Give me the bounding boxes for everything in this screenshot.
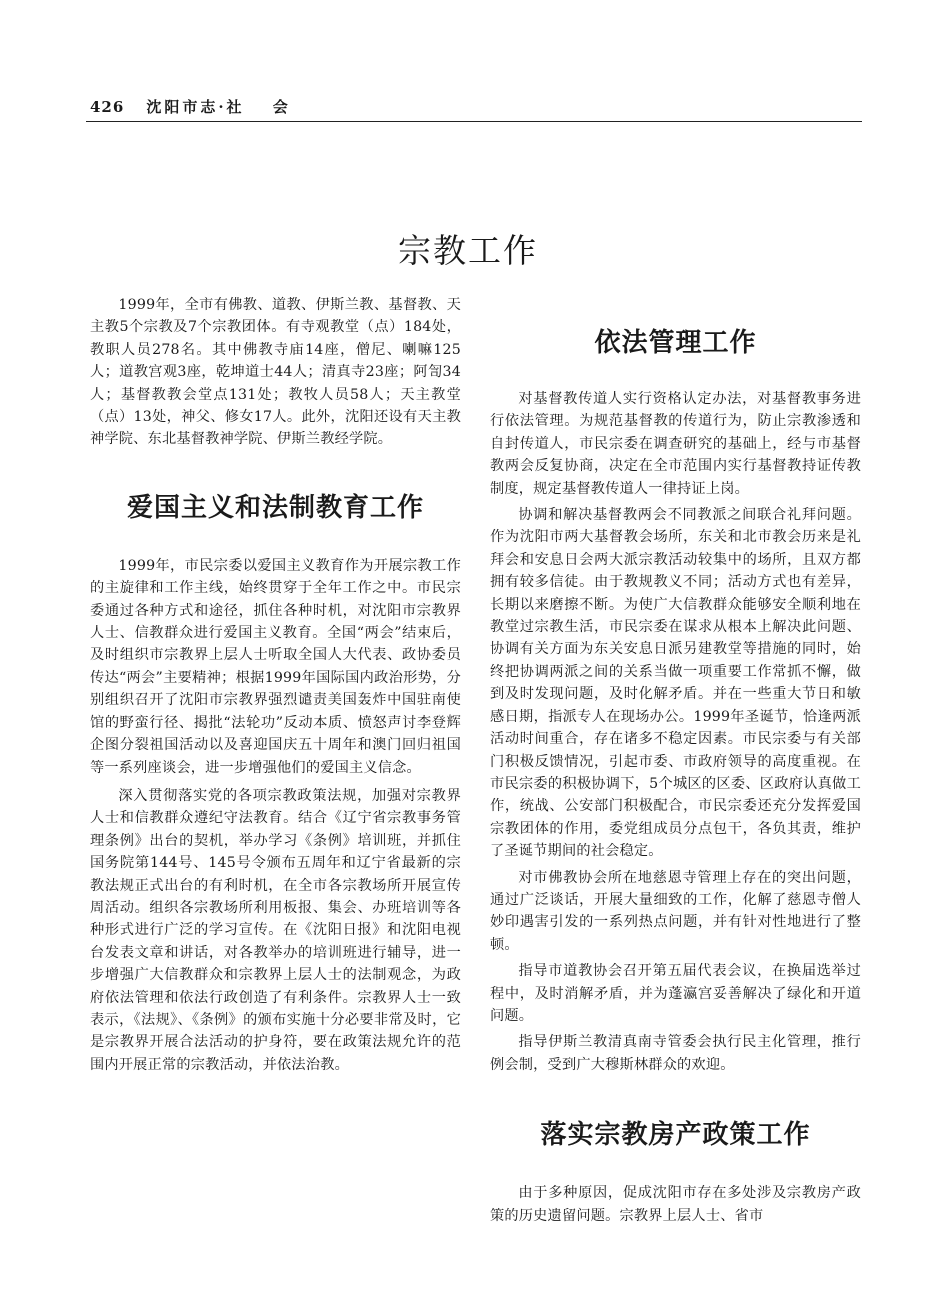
body-paragraph: 对市佛教协会所在地慈恩寺管理上存在的突出问题，通过广泛谈话，开展大量细致的工作，化解了慈恩寺僧人妙印遇害引发的一系列热点问题，并有针对性地进行了整顿。 [490, 869, 861, 953]
body-paragraph: 由于多种原因，促成沈阳市存在多处涉及宗教房产政策的历史遗留问题。宗教界上层人士、省市 [490, 1185, 861, 1224]
body-paragraph: 协调和解决基督教两会不同教派之间联合礼拜问题。作为沈阳市两大基督教会场所，东关和北市教会历来是礼拜会和安息日会两大派宗教活动较集中的场所，且双方都拥有较多信徒。由于教规教义不同；活动方式也有差异，长期以来磨擦不断。为使广大信教群众能够安全顺利地在教堂过宗教生活，市民宗委在谋求从根本上解决此问题、协调有关方面为东关安息日派另建教堂等措施的同时，始终把协调两派之间的关系当做一项重要工作常抓不懈，做到及时发现问题，及时化解矛盾。并在一些重大节日和敏感日期，指派专人在现场办公。1999年圣诞节，恰逢两派活动时间重合，存在诸多不稳定因素。市民宗委与有关部门积极反馈情况，引起市委、市政府领导的高度重视。在市民宗委的积极协调下，5个城区的区委、区政府认真做工作，统战、公安部门积极配合，市民宗委还充分发挥爱国宗教团体的作用，委党组成员分点包干，各负其责，维护了圣诞节期间的社会稳定。 [490, 507, 861, 860]
right-column [490, 326, 861, 1227]
body-paragraph: 深入贯彻落实党的各项宗教政策法规，加强对宗教界人士和信教群众遵纪守法教育。结合《辽宁省宗教事务管理条例》出台的契机，举办学习《条例》培训班，并抓住国务院第144号、145号令颁布五周年和辽宁省最新的宗教法规正式出台的有利时机，在全市各宗教场所开展宣传周活动。组织各宗教场所利用板报、集会、办班培训等各种形式进行广泛的学习宣传。在《沈阳日报》和沈阳电视台发表文章和讲话，对各教举办的培训班进行辅导，进一步增强广大信教群众和宗教界上层人士的法制观念，为政府依法管理和依法行政创造了有利条件。宗教界人士一致表示，《法规》、《条例》的颁布实施十分必要非常及时，它是宗教界开展合法活动的护身符，要在政策法规允许的范围内开展正常的宗教活动，并依法治教。 [90, 787, 461, 1073]
body-paragraph: 指导伊斯兰教清真南寺管委会执行民主化管理，推行例会制，受到广大穆斯林群众的欢迎。 [490, 1034, 861, 1073]
running-header [90, 96, 860, 117]
body-paragraph: 指导市道教协会召开第五届代表会议，在换届选举过程中，及时消解矛盾，并为蓬瀛宫妥善解决了绿化和开道问题。 [490, 963, 861, 1024]
book-title: 沈阳市志·社 [146, 98, 245, 116]
book-title-tail: 会 [272, 98, 291, 116]
left-column [90, 294, 461, 1076]
intro-paragraph: 1999年，全市有佛教、道教、伊斯兰教、基督教、天主教5个宗教及7个宗教团体。有寺观教堂（点）184处，教职人员278名。其中佛教寺庙14座，僧尼、喇嘛125人；道教宫观3座，乾坤道士44人；清真寺23座；阿訇34人；基督教教会堂点131处；教牧人员58人；天主教堂（点）13处，神父、修女17人。此外，沈阳还设有天主教神学院、东北基督教神学院、伊斯兰教经学院。 [90, 297, 461, 448]
page-number: 426 [90, 98, 125, 116]
header-rule [86, 121, 862, 122]
body-paragraph: 1999年，市民宗委以爱国主义教育作为开展宗教工作的主旋律和工作主线，始终贯穿于全年工作之中。市民宗委通过各种方式和途径，抓住各种时机，对沈阳市宗教界人士、信教群众进行爱国主义教育。全国“两会”结束后，及时组织市宗教界上层人士听取全国人大代表、政协委员传达“两会”主要精神；根据1999年国际国内政治形势，分别组织召开了沈阳市宗教界强烈谴责美国轰炸中国驻南使馆的野蛮行径、揭批“法轮功”反动本质、愤怒声讨李登辉企图分裂祖国活动以及喜迎国庆五十周年和澳门回归祖国等一系列座谈会，进一步增强他们的爱国主义信念。 [90, 557, 461, 776]
body-paragraph: 对基督教传道人实行资格认定办法，对基督教事务进行依法管理。为规范基督教的传道行为，防止宗教渗透和自封传道人，市民宗委在调查研究的基础上，经与市基督教两会反复协商，决定在全市范围内实行基督教持证传教制度，规定基督教传道人一律持证上岗。 [490, 391, 861, 497]
page-title: 宗教工作 [398, 231, 538, 271]
section-title-property-policy: 落实宗教房产政策工作 [540, 1120, 811, 1151]
section-title-patriotic-education: 爱国主义和法制教育工作 [126, 492, 424, 523]
section-title-lawful-management: 依法管理工作 [594, 328, 757, 358]
